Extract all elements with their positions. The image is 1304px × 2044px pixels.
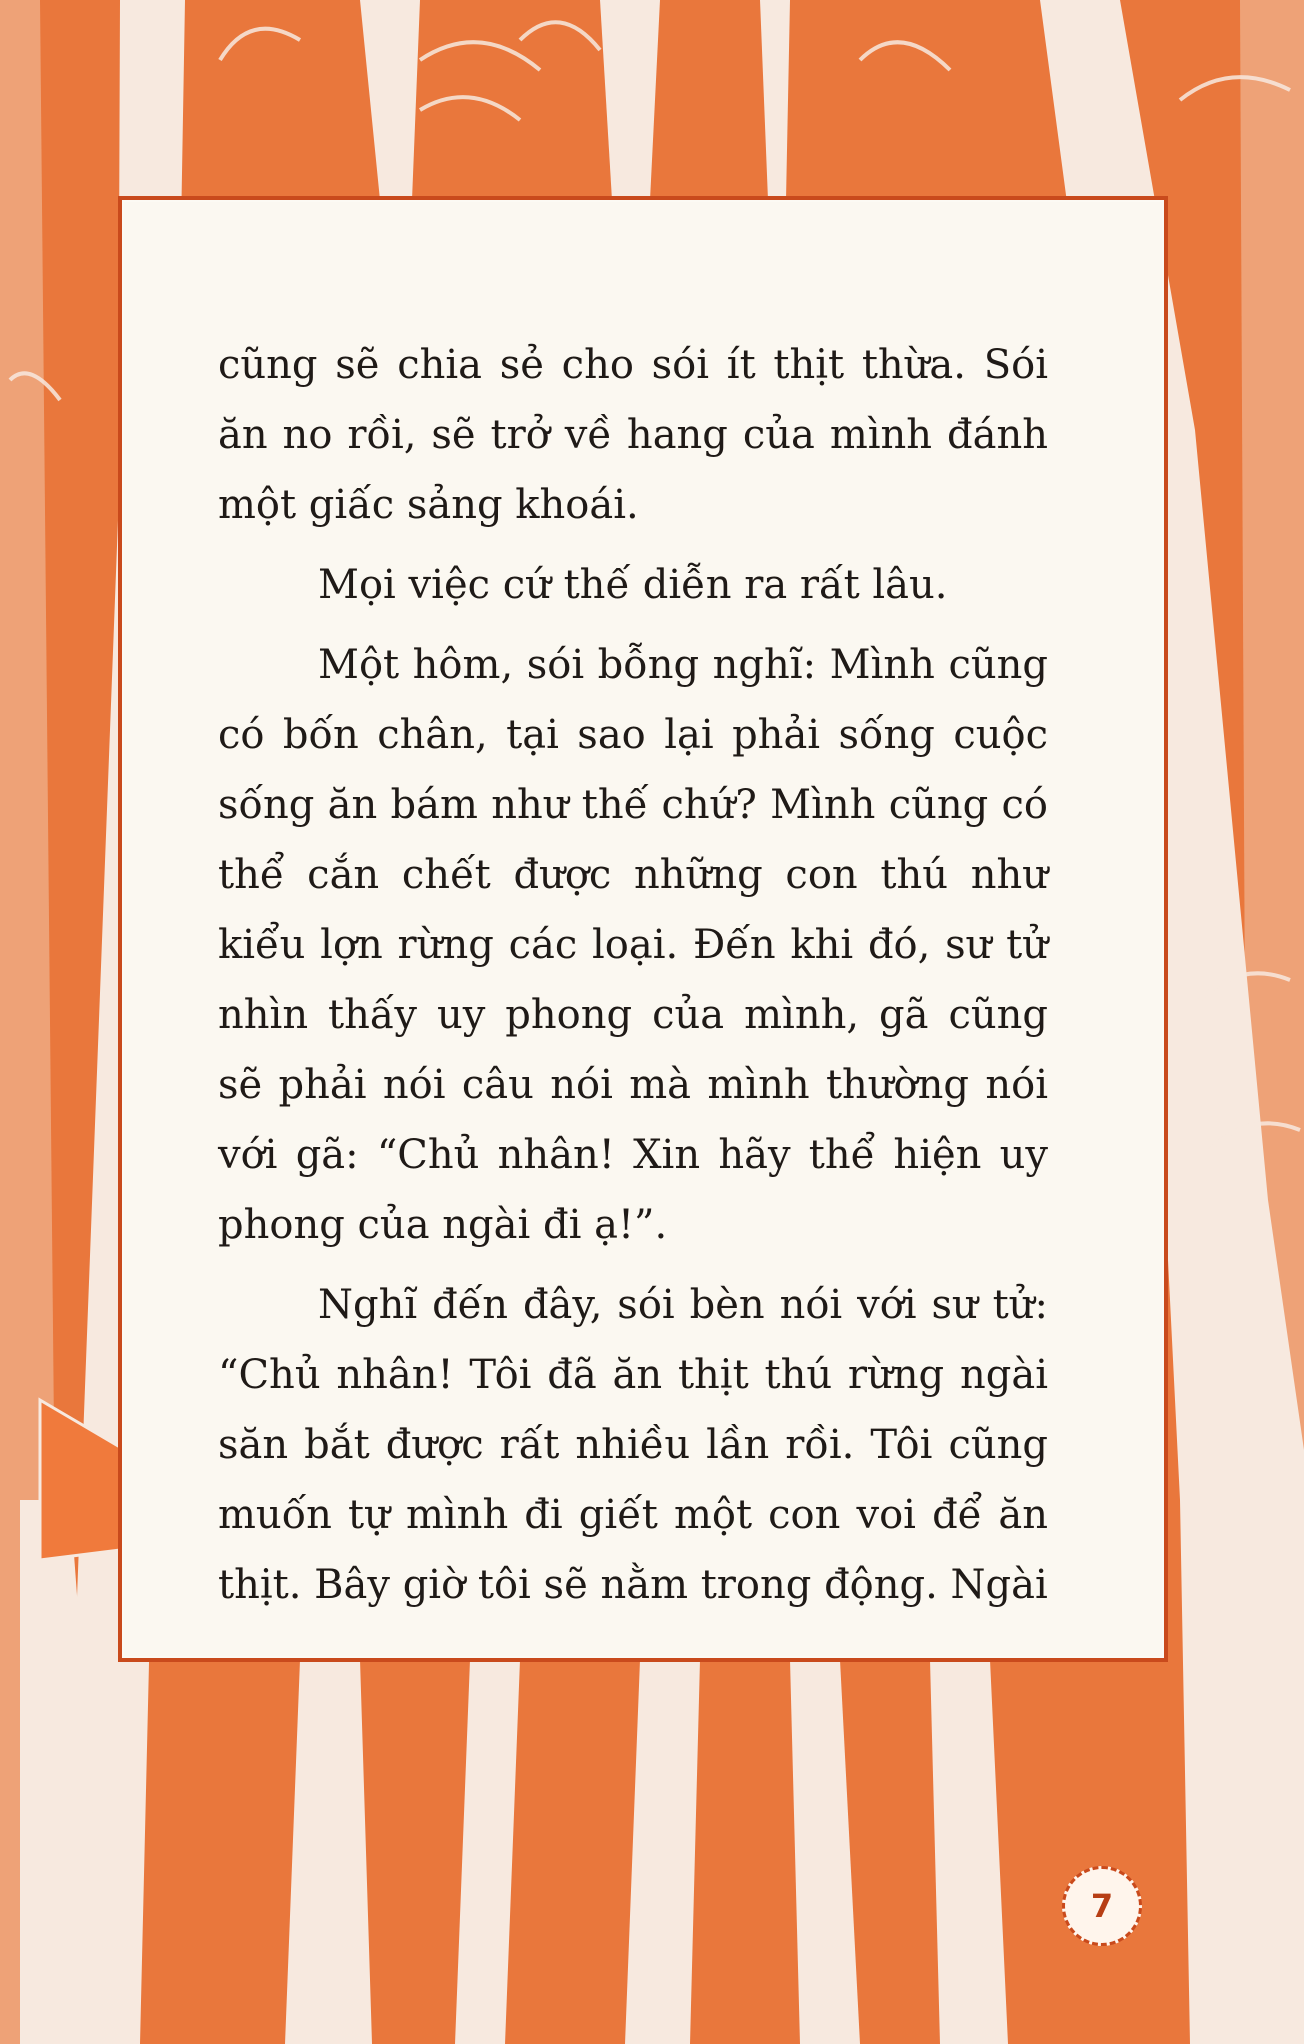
- paragraph-1: cũng sẽ chia sẻ cho sói ít thịt thừa. Sói ăn no rồi, sẽ trở về hang của mình đánh một giấc sảng khoái.: [218, 342, 1048, 528]
- story-text: [218, 330, 1048, 1630]
- paragraph-3: Một hôm, sói bỗng nghĩ: Mình cũng có bốn chân, tại sao lại phải sống cuộc sống ăn bám như thế chứ? Mình cũng có thể cắn chết được những con thú như kiểu lợn rừng các loại. Đến khi đó, sư tử nhìn thấy uy phong của mình, gã cũng sẽ phải nói câu nói mà mình thường nói với gã: “Chủ nhân! Xin hãy thể hiện uy phong của ngài đi ạ!”.: [218, 642, 1048, 1248]
- page-number: 7: [1062, 1866, 1142, 1946]
- paragraph-4: Nghĩ đến đây, sói bèn nói với sư tử: “Chủ nhân! Tôi đã ăn thịt thú rừng ngài săn bắt được rất nhiều lần rồi. Tôi cũng muốn tự mình đi giết một con voi để ăn thịt. Bây giờ tôi sẽ nằm trong động. Ngài: [218, 1282, 1048, 1608]
- paragraph-2: Mọi việc cứ thế diễn ra rất lâu.: [318, 562, 948, 608]
